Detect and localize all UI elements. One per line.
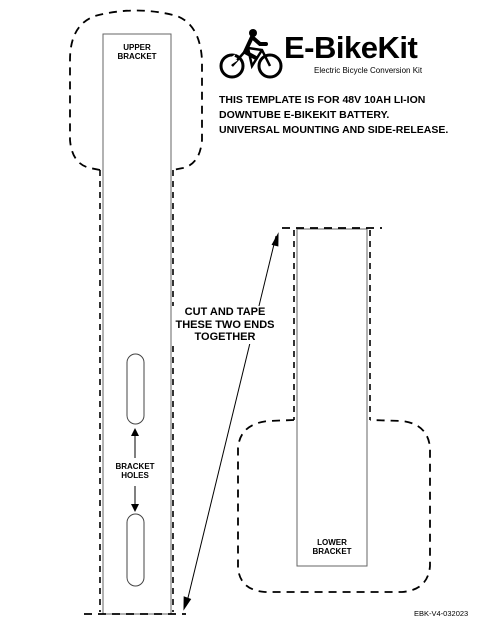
template-info [219, 93, 448, 139]
info-line-1: THIS TEMPLATE IS FOR 48V 10AH LI-ION [219, 94, 426, 106]
bracket-hole-bottom [127, 514, 144, 586]
lower-strip-outline [297, 229, 367, 566]
cut-and-tape-label: CUT AND TAPE THESE TWO ENDS TOGETHER [172, 306, 278, 344]
logo-tagline: Electric Bicycle Conversion Kit [314, 66, 423, 75]
upper-strip-outline [103, 34, 171, 614]
upper-bracket-label: UPPER BRACKET [117, 43, 157, 62]
cyclist-logo-icon [221, 29, 281, 77]
document-code: EBK-V4-032023 [414, 609, 469, 618]
logo-wordmark: E-BikeKit [284, 30, 418, 65]
bracket-hole-top [127, 354, 144, 424]
lower-bracket-label: LOWER BRACKET [312, 538, 352, 557]
info-line-3: UNIVERSAL MOUNTING AND SIDE-RELEASE. [219, 124, 449, 137]
info-line-2: DOWNTUBE E-BIKEKIT BATTERY. [219, 109, 390, 122]
bracket-holes-label: BRACKET HOLES [115, 462, 155, 481]
